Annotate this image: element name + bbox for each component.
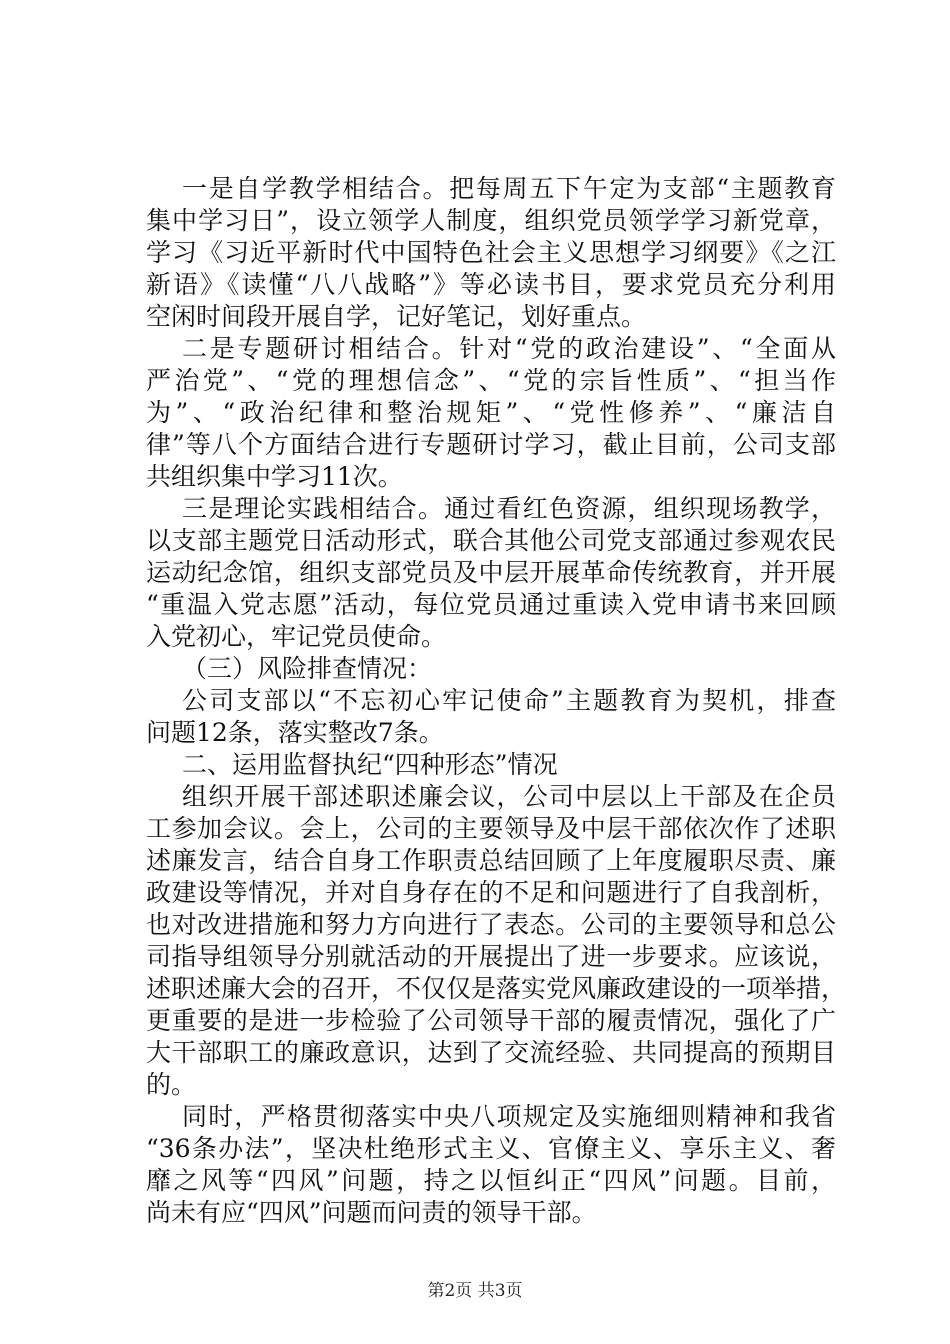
text-line: 靡之风等“四风”问题，持之以恒纠正“四风”问题。目前， — [146, 1166, 836, 1195]
text-line: 一是自学教学相结合。把每周五下午定为支部“主题教育 — [182, 174, 836, 203]
text-line: 二是专题研讨相结合。针对“党的政治建设”、“全面从 — [182, 334, 836, 363]
text-line: 司指导组领导分别就活动的开展提出了进一步要求。应该说， — [146, 942, 836, 971]
text-line: 学习《习近平新时代中国特色社会主义思想学习纲要》《之江 — [146, 238, 836, 267]
text-line: 述职述廉大会的召开，不仅仅是落实党风廉政建设的一项举措， — [146, 974, 847, 1003]
text-line: 以支部主题党日活动形式，联合其他公司党支部通过参观农民 — [146, 526, 836, 555]
document-body — [146, 173, 847, 1229]
text-line: 入党初心，牢记党员使命。 — [146, 622, 447, 651]
text-line: 新语》《读懂“八八战略”》等必读书目，要求党员充分利用 — [146, 270, 836, 299]
text-line: 三是理论实践相结合。通过看红色资源，组织现场教学， — [182, 494, 836, 523]
text-line: 共组织集中学习11次。 — [146, 462, 403, 491]
text-line: “36条办法”，坚决杜绝形式主义、官僚主义、享乐主义、奢 — [146, 1134, 836, 1163]
text-line: “重温入党志愿”活动，每位党员通过重读入党申请书来回顾 — [146, 590, 836, 619]
text-line: 公司支部以“不忘初心牢记使命”主题教育为契机，排查 — [182, 686, 836, 715]
text-line: 集中学习日”，设立领学人制度，组织党员领学学习新党章， — [146, 206, 836, 235]
text-line: 运动纪念馆，组织支部党员及中层开展革命传统教育，并开展 — [146, 558, 836, 587]
text-line: 问题12条，落实整改7条。 — [146, 718, 444, 747]
text-line: 政建设等情况，并对自身存在的不足和问题进行了自我剖析， — [146, 878, 836, 907]
text-line: （三）风险排查情况： — [182, 654, 433, 683]
text-line: 述廉发言，结合自身工作职责总结回顾了上年度履职尽责、廉 — [146, 846, 836, 875]
text-line: 也对改进措施和努力方向进行了表态。公司的主要领导和总公 — [146, 910, 836, 939]
text-line: 尚未有应“四风”问题而问责的领导干部。 — [146, 1198, 597, 1227]
text-line: 的。 — [146, 1070, 197, 1099]
text-line: 更重要的是进一步检验了公司领导干部的履责情况，强化了广 — [146, 1006, 836, 1035]
text-line: 组织开展干部述职述廉会议，公司中层以上干部及在企员 — [182, 782, 836, 811]
page-footer: 第2页 共3页 — [427, 1281, 523, 1301]
text-line: 二、运用监督执纪“四种形态”情况 — [182, 750, 558, 779]
text-line: 大干部职工的廉政意识，达到了交流经验、共同提高的预期目 — [146, 1038, 836, 1067]
text-line: 工参加会议。会上，公司的主要领导及中层干部依次作了述职 — [146, 814, 836, 843]
text-line: 为”、“政治纪律和整治规矩”、“党性修养”、“廉洁自 — [146, 398, 836, 427]
text-line: 空闲时间段开展自学，记好笔记，划好重点。 — [146, 302, 647, 331]
text-line: 律”等八个方面结合进行专题研讨学习，截止目前，公司支部 — [146, 430, 836, 459]
text-line: 同时，严格贯彻落实中央八项规定及实施细则精神和我省 — [182, 1102, 836, 1131]
text-line: 严治党”、“党的理想信念”、“党的宗旨性质”、“担当作 — [146, 366, 836, 395]
